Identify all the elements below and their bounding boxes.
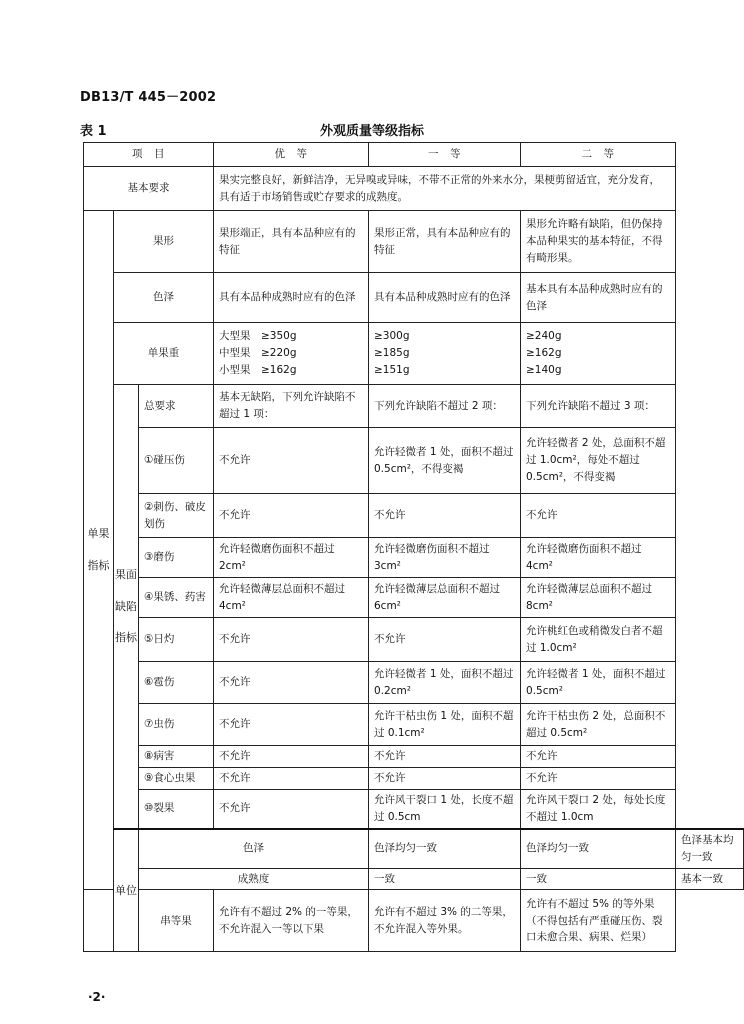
cell: 允许轻微薄层总面积不超过 6cm² — [369, 578, 521, 618]
cell: 不允许 — [521, 746, 676, 768]
cell: 果形允许略有缺陷，但仍保持本品种果实的基本特征，不得有畸形果。 — [521, 211, 676, 273]
row-label: ⑥雹伤 — [139, 662, 214, 704]
cell: 不允许 — [521, 767, 676, 789]
table-title: 外观质量等级指标 — [319, 124, 424, 139]
cell: 不允许 — [214, 704, 369, 746]
row-label: ③磨伤 — [139, 538, 214, 578]
cell: 允许轻微者 1 处，面积不超过 0.5cm² — [521, 662, 676, 704]
group-single-fruit: 单果指标 — [84, 211, 114, 890]
cell: 一致 — [369, 868, 521, 890]
cell: 允许轻微薄层总面积不超过 8cm² — [521, 578, 676, 618]
weight-large: ≥240g — [526, 330, 562, 343]
cell: 不允许 — [369, 618, 521, 662]
weight-cell-second — [521, 323, 676, 385]
cell: 不允许 — [521, 494, 676, 538]
cell: 基本一致 — [676, 868, 744, 890]
header-grade-premium: 优 等 — [214, 143, 369, 167]
cell: 不允许 — [214, 494, 369, 538]
cell: 允许轻微者 1 处，面积不超过 0.5cm²，不得变褐 — [369, 428, 521, 494]
weight-medium: ≥162g — [526, 347, 562, 360]
row-label: ⑤日灼 — [139, 618, 214, 662]
cell: 允许桃红色或稍微发白者不超过 1.0cm² — [521, 618, 676, 662]
cell: 色泽基本均匀一致 — [676, 829, 744, 868]
header-grade-first: 一 等 — [369, 143, 521, 167]
cell: 基本具有本品种成熟时应有的色泽 — [521, 273, 676, 323]
row-label: ④果锈、药害 — [139, 578, 214, 618]
weight-small: ≥151g — [374, 363, 410, 376]
row-label: ⑧病害 — [139, 746, 214, 768]
cell: 果形端正，具有本品种应有的特征 — [214, 211, 369, 273]
cell: 不允许 — [214, 767, 369, 789]
group-unit: 单位 — [114, 829, 139, 952]
cell: 允许风干裂口 2 处，每处长度不超过 1.0cm — [521, 789, 676, 829]
cell: 具有本品种成熟时应有的色泽 — [369, 273, 521, 323]
cell: 允许有不超过 2% 的一等果，不允许混入一等以下果 — [214, 890, 369, 952]
cell: 允许轻微磨伤面积不超过 2cm² — [214, 538, 369, 578]
quality-grade-table — [83, 142, 744, 952]
basic-requirements-label: 基本要求 — [84, 167, 214, 211]
cell: 果形正常，具有本品种应有的特征 — [369, 211, 521, 273]
header-item: 项 目 — [84, 143, 214, 167]
cell: 允许有不超过 5% 的等外果（不得包括有严重碰压伤、裂口未愈合果、病果、烂果） — [521, 890, 676, 952]
weight-large: 大型果 ≥350g — [219, 330, 297, 343]
cell: 一致 — [521, 868, 676, 890]
row-label: 总要求 — [139, 385, 214, 428]
row-label: ⑩裂果 — [139, 789, 214, 829]
weight-small: ≥140g — [526, 363, 562, 376]
cell: 不允许 — [214, 428, 369, 494]
row-label: ②刺伤、破皮划伤 — [139, 494, 214, 538]
cell: 允许轻微薄层总面积不超过 4cm² — [214, 578, 369, 618]
standard-number: DB13/T 445－2002 — [80, 90, 217, 105]
cell: 不允许 — [214, 746, 369, 768]
cell: 允许轻微磨伤面积不超过 4cm² — [521, 538, 676, 578]
basic-requirements-text: 果实完整良好，新鲜洁净，无异嗅或异味，不带不正常的外来水分，果梗剪留适宜，充分发育，具有适于市场销售或贮存要求的成熟度。 — [214, 167, 676, 211]
cell: 色泽均匀一致 — [369, 829, 521, 868]
cell: 允许轻微者 2 处，总面积不超过 1.0cm²，每处不超过 0.5cm²，不得变褐 — [521, 428, 676, 494]
cell: 下列允许缺陷不超过 3 项： — [521, 385, 676, 428]
cell: 不允许 — [214, 789, 369, 829]
cell: 不允许 — [369, 767, 521, 789]
cell: 不允许 — [214, 662, 369, 704]
cell: 允许干枯虫伤 2 处，总面积不超过 0.5cm² — [521, 704, 676, 746]
cell: 下列允许缺陷不超过 2 项： — [369, 385, 521, 428]
page-number: ·2· — [88, 990, 106, 1004]
cell: 不允许 — [369, 494, 521, 538]
cell: 允许干枯虫伤 1 处，面积不超过 0.1cm² — [369, 704, 521, 746]
weight-cell-premium — [214, 323, 369, 385]
weight-large: ≥300g — [374, 330, 410, 343]
cell: 允许风干裂口 1 处，长度不超过 0.5cm — [369, 789, 521, 829]
cell: 允许有不超过 3% 的二等果，不允许混入等外果。 — [369, 890, 521, 952]
cell: 不允许 — [214, 618, 369, 662]
row-label: ⑦虫伤 — [139, 704, 214, 746]
row-label: 果形 — [114, 211, 214, 273]
table-label: 表 1 — [80, 124, 107, 139]
weight-small: 小型果 ≥162g — [219, 363, 297, 376]
cell: 色泽均匀一致 — [521, 829, 676, 868]
weight-medium: ≥185g — [374, 347, 410, 360]
row-label: 串等果 — [139, 890, 214, 952]
row-label: 色泽 — [114, 273, 214, 323]
row-label: 成熟度 — [139, 868, 369, 890]
group-surface-defects: 果面缺陷指标 — [114, 385, 139, 830]
cell: 允许轻微磨伤面积不超过 3cm² — [369, 538, 521, 578]
weight-medium: 中型果 ≥220g — [219, 347, 297, 360]
row-label: 单果重 — [114, 323, 214, 385]
cell: 基本无缺陷，下列允许缺陷不超过 1 项： — [214, 385, 369, 428]
cell: 具有本品种成熟时应有的色泽 — [214, 273, 369, 323]
header-grade-second: 二 等 — [521, 143, 676, 167]
row-label: ①碰压伤 — [139, 428, 214, 494]
cell: 不允许 — [369, 746, 521, 768]
row-label: ⑨食心虫果 — [139, 767, 214, 789]
cell: 允许轻微者 1 处，面积不超过 0.2cm² — [369, 662, 521, 704]
weight-cell-first — [369, 323, 521, 385]
row-label: 色泽 — [139, 829, 369, 868]
blank-cell — [84, 890, 114, 952]
